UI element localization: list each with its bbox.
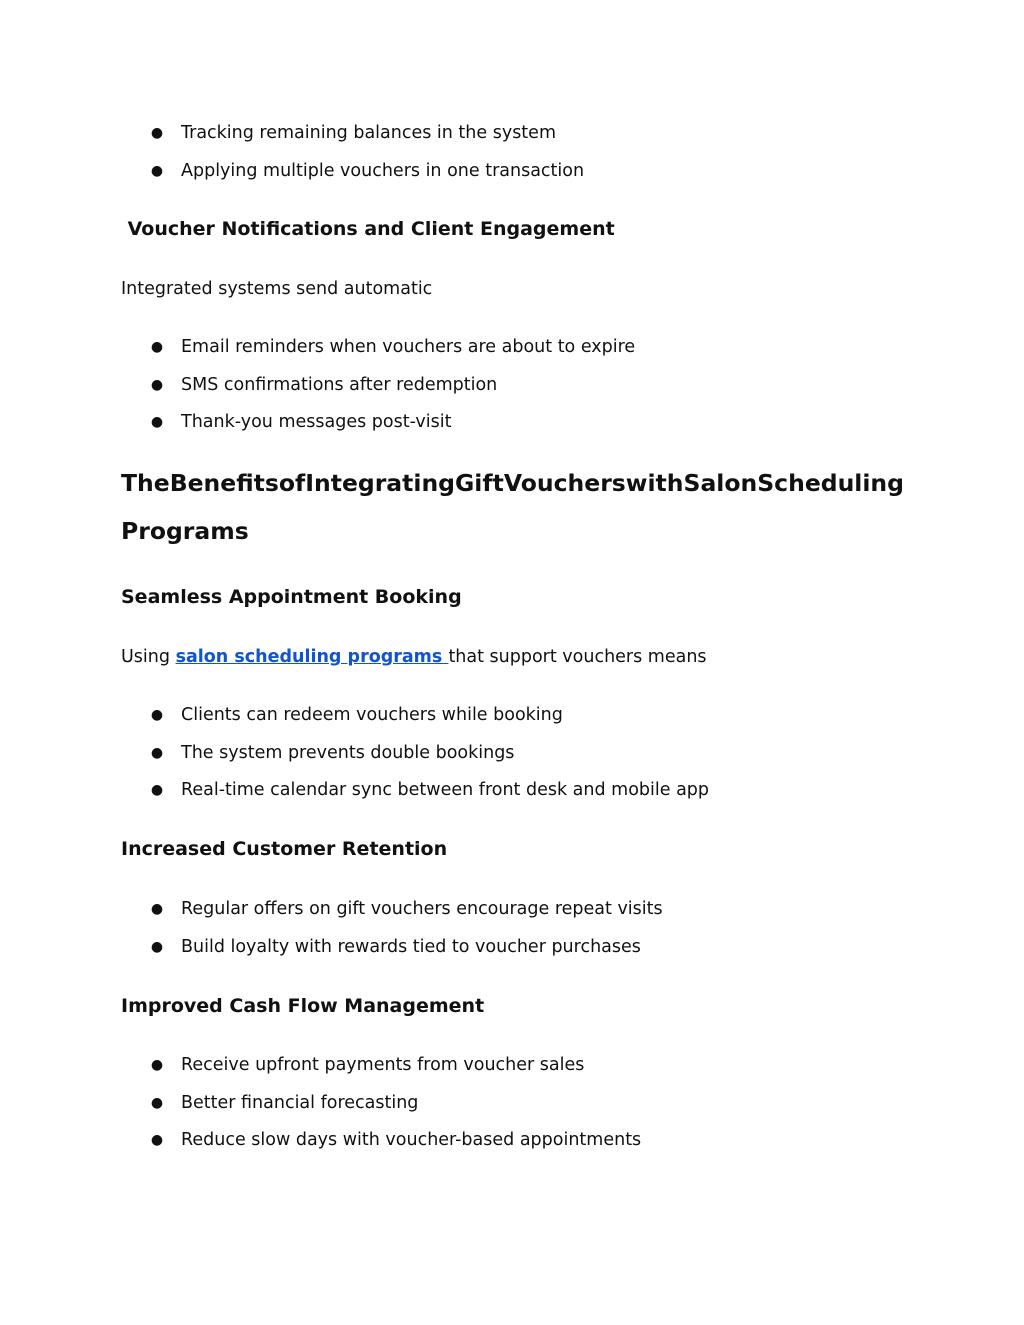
title-word: Vouchers (503, 469, 626, 497)
cashflow-heading: Improved Cash Flow Management (121, 995, 485, 1017)
title-word: The (121, 469, 170, 497)
notifications-heading: Voucher Notifications and Client Engagement (121, 218, 615, 240)
booking-heading: Seamless Appointment Booking (121, 586, 462, 608)
list-item-text: SMS confirmations after redemption (181, 374, 498, 395)
list-item-text: Thank-you messages post-visit (181, 412, 452, 433)
title-word: Gift (455, 469, 504, 497)
bullet-icon: ● (150, 414, 164, 431)
title-word: Salon (683, 469, 758, 497)
list-item-text: Better financial forecasting (181, 1092, 419, 1113)
list-item-text: Tracking remaining balances in the system (181, 123, 556, 143)
bullet-icon: ● (150, 744, 164, 761)
benefits-title-line (121, 459, 902, 507)
list-item-text: Clients can redeem vouchers while booking (181, 705, 563, 725)
bullet-icon: ● (150, 1057, 164, 1073)
bullet-icon: ● (150, 376, 164, 393)
list-item-text: Applying multiple vouchers in one transaction (181, 160, 585, 181)
list-item-text: Real-time calendar sync between front desk and mobile app (181, 780, 710, 801)
title-word: Scheduling (757, 469, 904, 497)
title-word: with (625, 469, 684, 497)
bullet-icon: ● (150, 339, 164, 355)
salon-scheduling-link[interactable]: salon scheduling programs (175, 647, 449, 667)
title-word: Benefits (169, 469, 279, 497)
bullet-icon: ● (150, 938, 164, 955)
notifications-intro: Integrated systems send automatic (121, 279, 433, 299)
retention-heading: Increased Customer Retention (121, 838, 448, 860)
booking-intro-after: that support vouchers means (448, 647, 707, 667)
bullet-icon: ● (150, 901, 164, 917)
bullet-icon: ● (150, 1094, 164, 1111)
benefits-title (121, 459, 902, 555)
booking-intro-before: Using (121, 647, 176, 667)
booking-intro (121, 645, 707, 669)
bullet-icon: ● (150, 707, 164, 723)
list-item-text: Regular offers on gift vouchers encourage repeat visits (181, 899, 663, 919)
list-item-text: Reduce slow days with voucher-based appointments (181, 1130, 642, 1151)
title-word: of (278, 469, 306, 497)
list-item-text: Email reminders when vouchers are about to expire (181, 337, 636, 357)
bullet-icon: ● (150, 125, 164, 141)
bullet-icon: ● (150, 162, 164, 179)
title-word: Integrating (305, 469, 456, 497)
bullet-icon: ● (150, 1132, 164, 1149)
list-item-text: Receive upfront payments from voucher sales (181, 1055, 585, 1075)
list-item-text: Build loyalty with rewards tied to voucher purchases (181, 936, 641, 957)
list-item-text: The system prevents double bookings (181, 742, 515, 763)
title-word: Programs (121, 517, 249, 545)
bullet-icon: ● (150, 782, 164, 799)
